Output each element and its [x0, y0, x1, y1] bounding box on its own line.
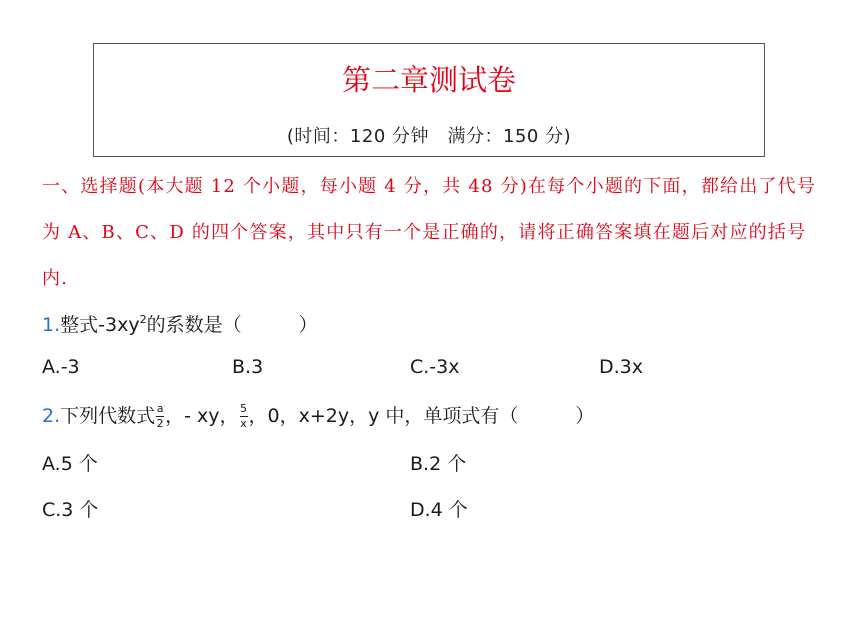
page-title: 第二章测试卷	[341, 63, 516, 97]
title-box	[93, 43, 765, 157]
section-description: (本大题 12 个小题，每小题 4 分，共 48 分)在每个小题的下面，都给出了代号为 A、B、C、D 的四个答案，其中只有一个是正确的，请将正确答案填在题后对应的括号内.	[42, 176, 817, 289]
fraction-numerator: 5	[240, 402, 248, 415]
exam-time-score: (时间：120 分钟 满分：150 分)	[286, 126, 572, 147]
question-stem: 整式-3xy	[60, 314, 140, 336]
question-number: 1.	[42, 314, 61, 336]
fraction-numerator: a	[156, 402, 164, 415]
fraction-a-over-2	[156, 403, 164, 430]
question-number: 2.	[42, 405, 61, 427]
question-stem-end: 的系数是（ ）	[146, 314, 318, 336]
option-c[interactable]: C.-3x	[410, 356, 460, 378]
question-stem-end: ，0，x+2y，y 中，单项式有（ ）	[248, 405, 595, 427]
option-b[interactable]: B.3	[232, 356, 264, 378]
option-c[interactable]: C.3 个	[42, 499, 99, 521]
fraction-5-over-x	[240, 403, 248, 430]
option-d[interactable]: D.4 个	[410, 499, 468, 521]
question-stem-middle: ，- xy，	[165, 405, 239, 427]
option-a[interactable]: A.-3	[42, 356, 80, 378]
question-2	[42, 401, 594, 430]
section-heading: 一、选择题	[42, 176, 138, 197]
option-b[interactable]: B.2 个	[410, 453, 467, 475]
section-instructions	[42, 164, 822, 302]
question-1	[42, 310, 318, 337]
option-a[interactable]: A.5 个	[42, 453, 98, 475]
fraction-denominator: x	[240, 417, 247, 430]
fraction-denominator: 2	[156, 417, 164, 430]
exponent: 2	[139, 313, 147, 326]
question-stem: 下列代数式	[60, 405, 156, 427]
option-d[interactable]: D.3x	[599, 356, 644, 378]
